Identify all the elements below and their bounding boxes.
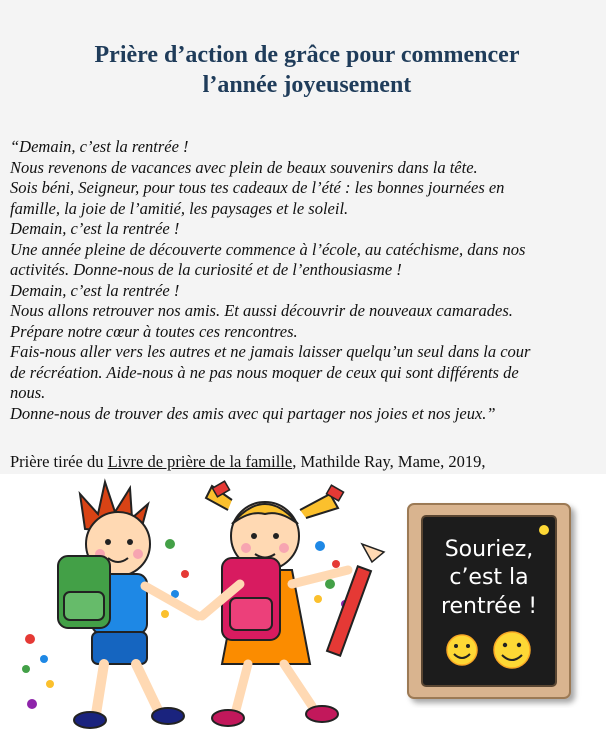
prayer-line: Prépare notre cœur à toutes ces rencontres. [10,321,298,341]
chalkboard [404,500,582,708]
source-suffix: , Mathilde Ray, Mame, 2019, [292,452,486,471]
chalkboard-line-3: rentrée ! [440,594,538,619]
children-illustration [0,474,400,754]
title-line-2: l’année joyeusement [202,72,412,98]
prayer-line: Sois béni, Seigneur, pour tous tes cadeaux de l’été : les bonnes journées en [10,178,505,197]
smiley-icon [494,632,530,668]
prayer-line: de récréation. Aide-nous à ne pas nous moquer de ceux qui sont différents de [10,362,519,382]
prayer-line: famille, la joie de l’amitié, les paysages et le soleil. [10,198,349,218]
page-title [0,40,614,100]
prayer-text [10,137,600,424]
chalkboard-line-2: c’est la [449,565,529,590]
prayer-line: Nous allons retrouver nos amis. Et aussi découvrir de nouveaux camarades. [10,301,513,320]
source-citation [10,452,600,472]
source-prefix: Prière tirée du [10,452,108,471]
prayer-line: Donne-nous de trouver des amis avec qui partager nos joies et nos jeux.” [10,403,496,423]
girl-figure [202,481,384,726]
prayer-line: nous. [10,383,46,402]
title-line-1: Prière d’action de grâce pour commencer [94,42,520,68]
prayer-line: Demain, c’est la rentrée ! [10,219,180,238]
prayer-line: Fais-nous aller vers les autres et ne jamais laisser quelqu’un seul dans la cour [10,342,531,361]
prayer-line: activités. Donne-nous de la curiosité et de l’enthousiasme ! [10,260,402,279]
prayer-line: Une année pleine de découverte commence à l’école, au catéchisme, dans nos [10,239,526,259]
source-book-link[interactable]: Livre de prière de la famille [107,452,293,471]
boy-figure [58,482,198,728]
prayer-line: Demain, c’est la rentrée ! [10,280,180,300]
smiley-icon [447,635,477,665]
chalkboard-line-1: Souriez, [444,537,534,562]
prayer-line: Nous revenons de vacances avec plein de beaux souvenirs dans la tête. [10,157,478,177]
prayer-line: “Demain, c’est la rentrée ! [10,137,189,156]
